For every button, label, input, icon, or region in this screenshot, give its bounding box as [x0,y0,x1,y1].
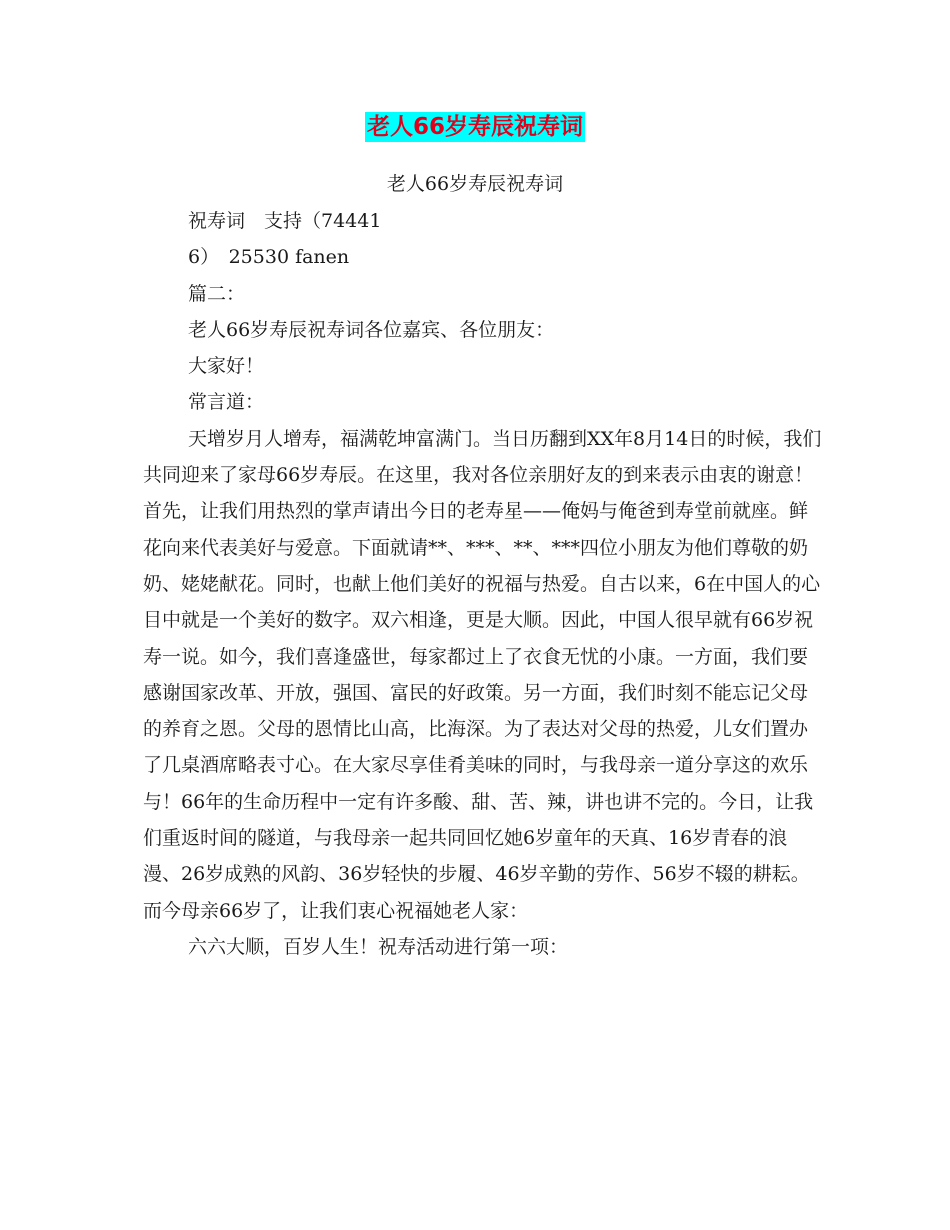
paragraph: 祝寿词 支持（74441 [188,210,382,232]
paragraph: 大家好！ [188,355,265,378]
paragraph: 老人66岁寿辰祝寿词各位嘉宾、各位朋友： [188,318,555,341]
paragraph: 六六大顺，百岁人生！祝寿活动进行第一项： [188,935,569,958]
document-title: 老人66岁寿辰祝寿词 [366,114,583,140]
title-container [0,112,950,142]
paragraph: 篇二： [188,282,246,305]
paragraph-main-speech: 天增岁月人增寿，福满乾坤富满门。当日历翻到XX年8月14日的时候，我们共同迎来了家母66岁寿辰。在这里，我对各位亲朋好友的到来表示由衷的谢意！首先，让我们用热烈的掌声请出今日的老寿星——俺妈与俺爸到寿堂前就座。鲜花向来代表美好与爱意。下面就请**、***、**、***四位小朋友为他们尊敬的奶奶、姥姥献花。同时，也献上他们美好的祝福与热爱。自古以来，6在中国人的心目中就是一个美好的数字。双六相逢，更是大顺。因此，中国人很早就有66岁祝寿一说。如今，我们喜逢盛世，每家都过上了衣食无忧的小康。一方面，我们要感谢国家改革、开放，强国、富民的好政策。另一方面，我们时刻不能忘记父母的养育之恩。父母的恩情比山高，比海深。为了表达对父母的热爱，儿女们置办了几桌酒席略表寸心。在大家尽享佳肴美味的同时，与我母亲一道分享这的欢乐与！66年的生命历程中一定有许多酸、甜、苦、辣，讲也讲不完的。今日，让我们重返时间的隧道，与我母亲一起共同回忆她6岁童年的天真、16岁青春的浪漫、26岁成熟的风韵、36岁轻快的步履、46岁辛勤的劳作、56岁不辍的耕耘。而今母亲66岁了，让我们衷心祝福她老人家： [143,427,822,922]
paragraph: 6） 25530 fanen [188,246,350,269]
document-subtitle: 老人66岁寿辰祝寿词 [386,173,564,195]
document-body [143,203,823,965]
paragraph: 常言道： [188,391,265,414]
